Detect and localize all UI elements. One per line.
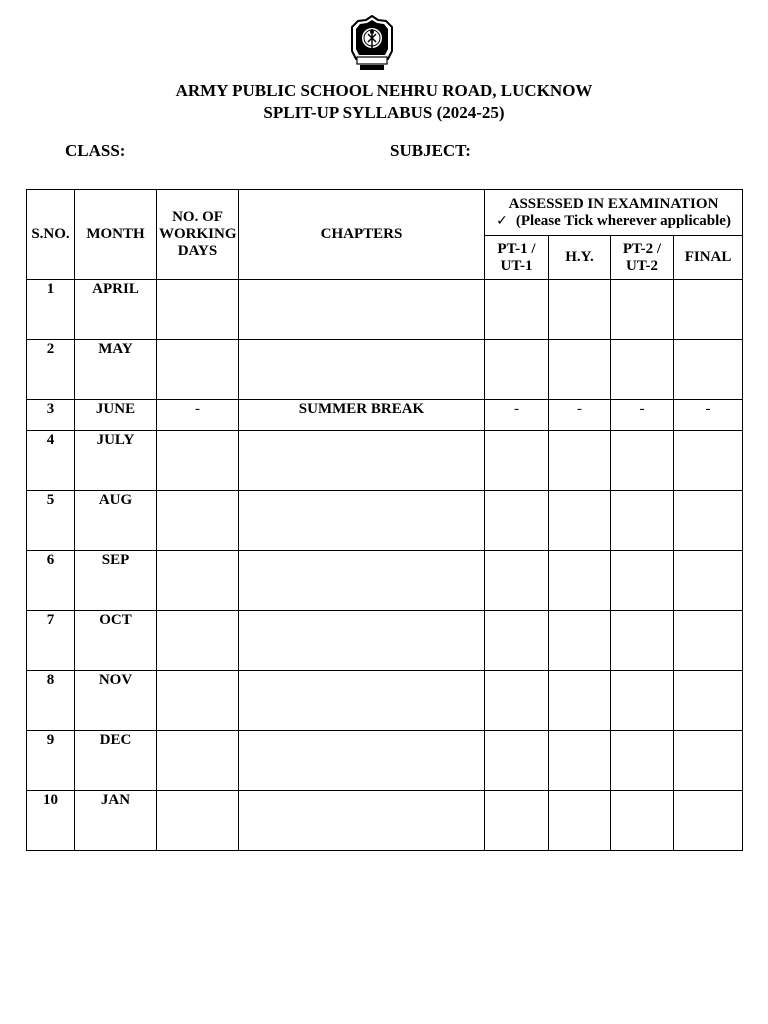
cell-sno: 7 bbox=[27, 611, 75, 671]
header-final: FINAL bbox=[674, 236, 743, 280]
cell-chapters[interactable] bbox=[239, 340, 485, 400]
cell-chapters[interactable] bbox=[239, 611, 485, 671]
cell-sno: 2 bbox=[27, 340, 75, 400]
cell-pt2[interactable] bbox=[611, 340, 674, 400]
cell-final[interactable] bbox=[674, 611, 743, 671]
cell-hy: - bbox=[549, 400, 611, 431]
assessed-note: (Please Tick wherever applicable) bbox=[515, 212, 731, 229]
cell-month: DEC bbox=[75, 731, 157, 791]
cell-pt2[interactable] bbox=[611, 491, 674, 551]
cell-chapters[interactable] bbox=[239, 431, 485, 491]
cell-hy[interactable] bbox=[549, 671, 611, 731]
school-logo bbox=[348, 15, 396, 71]
cell-working-days[interactable] bbox=[157, 731, 239, 791]
cell-month: JAN bbox=[75, 791, 157, 851]
cell-working-days: - bbox=[157, 400, 239, 431]
cell-sno: 6 bbox=[27, 551, 75, 611]
cell-chapters[interactable] bbox=[239, 280, 485, 340]
cell-pt2[interactable] bbox=[611, 671, 674, 731]
cell-final[interactable] bbox=[674, 340, 743, 400]
cell-working-days[interactable] bbox=[157, 491, 239, 551]
cell-final[interactable] bbox=[674, 280, 743, 340]
header-hy: H.Y. bbox=[549, 236, 611, 280]
cell-pt2[interactable] bbox=[611, 551, 674, 611]
cell-hy[interactable] bbox=[549, 491, 611, 551]
cell-working-days[interactable] bbox=[157, 431, 239, 491]
cell-sno: 3 bbox=[27, 400, 75, 431]
cell-pt1[interactable] bbox=[485, 551, 549, 611]
cell-chapters: SUMMER BREAK bbox=[239, 400, 485, 431]
header-assessed bbox=[485, 190, 743, 236]
cell-final[interactable] bbox=[674, 431, 743, 491]
table-row bbox=[27, 791, 743, 851]
table-row bbox=[27, 731, 743, 791]
cell-pt1[interactable] bbox=[485, 671, 549, 731]
header-pt1: PT-1 / UT-1 bbox=[485, 236, 549, 280]
cell-working-days[interactable] bbox=[157, 551, 239, 611]
cell-hy[interactable] bbox=[549, 611, 611, 671]
assessed-title: ASSESSED IN EXAMINATION bbox=[508, 195, 719, 212]
cell-hy[interactable] bbox=[549, 791, 611, 851]
cell-working-days[interactable] bbox=[157, 340, 239, 400]
cell-pt2[interactable] bbox=[611, 611, 674, 671]
cell-final[interactable] bbox=[674, 731, 743, 791]
cell-sno: 9 bbox=[27, 731, 75, 791]
cell-hy[interactable] bbox=[549, 431, 611, 491]
cell-pt1[interactable] bbox=[485, 731, 549, 791]
cell-month: AUG bbox=[75, 491, 157, 551]
subject-label: SUBJECT: bbox=[390, 141, 471, 160]
cell-sno: 4 bbox=[27, 431, 75, 491]
header-month: MONTH bbox=[75, 190, 157, 280]
cell-month: JUNE bbox=[75, 400, 157, 431]
cell-month: SEP bbox=[75, 551, 157, 611]
table-row bbox=[27, 431, 743, 491]
cell-sno: 8 bbox=[27, 671, 75, 731]
cell-final[interactable] bbox=[674, 491, 743, 551]
table-row bbox=[27, 491, 743, 551]
cell-working-days[interactable] bbox=[157, 791, 239, 851]
cell-chapters[interactable] bbox=[239, 791, 485, 851]
cell-pt1[interactable] bbox=[485, 791, 549, 851]
cell-hy[interactable] bbox=[549, 731, 611, 791]
cell-pt2: - bbox=[611, 400, 674, 431]
header-working-days: NO. OF WORKING DAYS bbox=[157, 190, 239, 280]
cell-pt1[interactable] bbox=[485, 340, 549, 400]
cell-month: MAY bbox=[75, 340, 157, 400]
header-chapters: CHAPTERS bbox=[239, 190, 485, 280]
cell-final: - bbox=[674, 400, 743, 431]
cell-hy[interactable] bbox=[549, 340, 611, 400]
cell-pt1[interactable] bbox=[485, 491, 549, 551]
header-pt2: PT-2 / UT-2 bbox=[611, 236, 674, 280]
cell-chapters[interactable] bbox=[239, 551, 485, 611]
document-title: SPLIT-UP SYLLABUS (2024-25) bbox=[263, 103, 505, 122]
header-row bbox=[27, 190, 743, 236]
table-row bbox=[27, 280, 743, 340]
cell-pt1[interactable] bbox=[485, 611, 549, 671]
cell-chapters[interactable] bbox=[239, 671, 485, 731]
cell-pt2[interactable] bbox=[611, 791, 674, 851]
cell-hy[interactable] bbox=[549, 280, 611, 340]
assessed-note-line bbox=[487, 213, 740, 230]
cell-pt1[interactable] bbox=[485, 280, 549, 340]
cell-pt1: - bbox=[485, 400, 549, 431]
cell-month: OCT bbox=[75, 611, 157, 671]
syllabus-table bbox=[26, 189, 743, 851]
cell-hy[interactable] bbox=[549, 551, 611, 611]
cell-working-days[interactable] bbox=[157, 671, 239, 731]
cell-final[interactable] bbox=[674, 551, 743, 611]
cell-pt1[interactable] bbox=[485, 431, 549, 491]
cell-final[interactable] bbox=[674, 791, 743, 851]
cell-chapters[interactable] bbox=[239, 731, 485, 791]
cell-working-days[interactable] bbox=[157, 611, 239, 671]
cell-month: JULY bbox=[75, 431, 157, 491]
table-row bbox=[27, 551, 743, 611]
cell-month: NOV bbox=[75, 671, 157, 731]
cell-working-days[interactable] bbox=[157, 280, 239, 340]
class-label: CLASS: bbox=[65, 141, 126, 160]
cell-pt2[interactable] bbox=[611, 731, 674, 791]
checkmark-icon: ✓ bbox=[496, 212, 508, 229]
cell-pt2[interactable] bbox=[611, 431, 674, 491]
cell-month: APRIL bbox=[75, 280, 157, 340]
header-sno: S.NO. bbox=[27, 190, 75, 280]
table-row bbox=[27, 340, 743, 400]
cell-final[interactable] bbox=[674, 671, 743, 731]
cell-sno: 1 bbox=[27, 280, 75, 340]
table-row bbox=[27, 400, 743, 431]
cell-pt2[interactable] bbox=[611, 280, 674, 340]
table-row bbox=[27, 611, 743, 671]
cell-chapters[interactable] bbox=[239, 491, 485, 551]
school-name: ARMY PUBLIC SCHOOL NEHRU ROAD, LUCKNOW bbox=[175, 81, 593, 100]
cell-sno: 5 bbox=[27, 491, 75, 551]
table-row bbox=[27, 671, 743, 731]
cell-sno: 10 bbox=[27, 791, 75, 851]
